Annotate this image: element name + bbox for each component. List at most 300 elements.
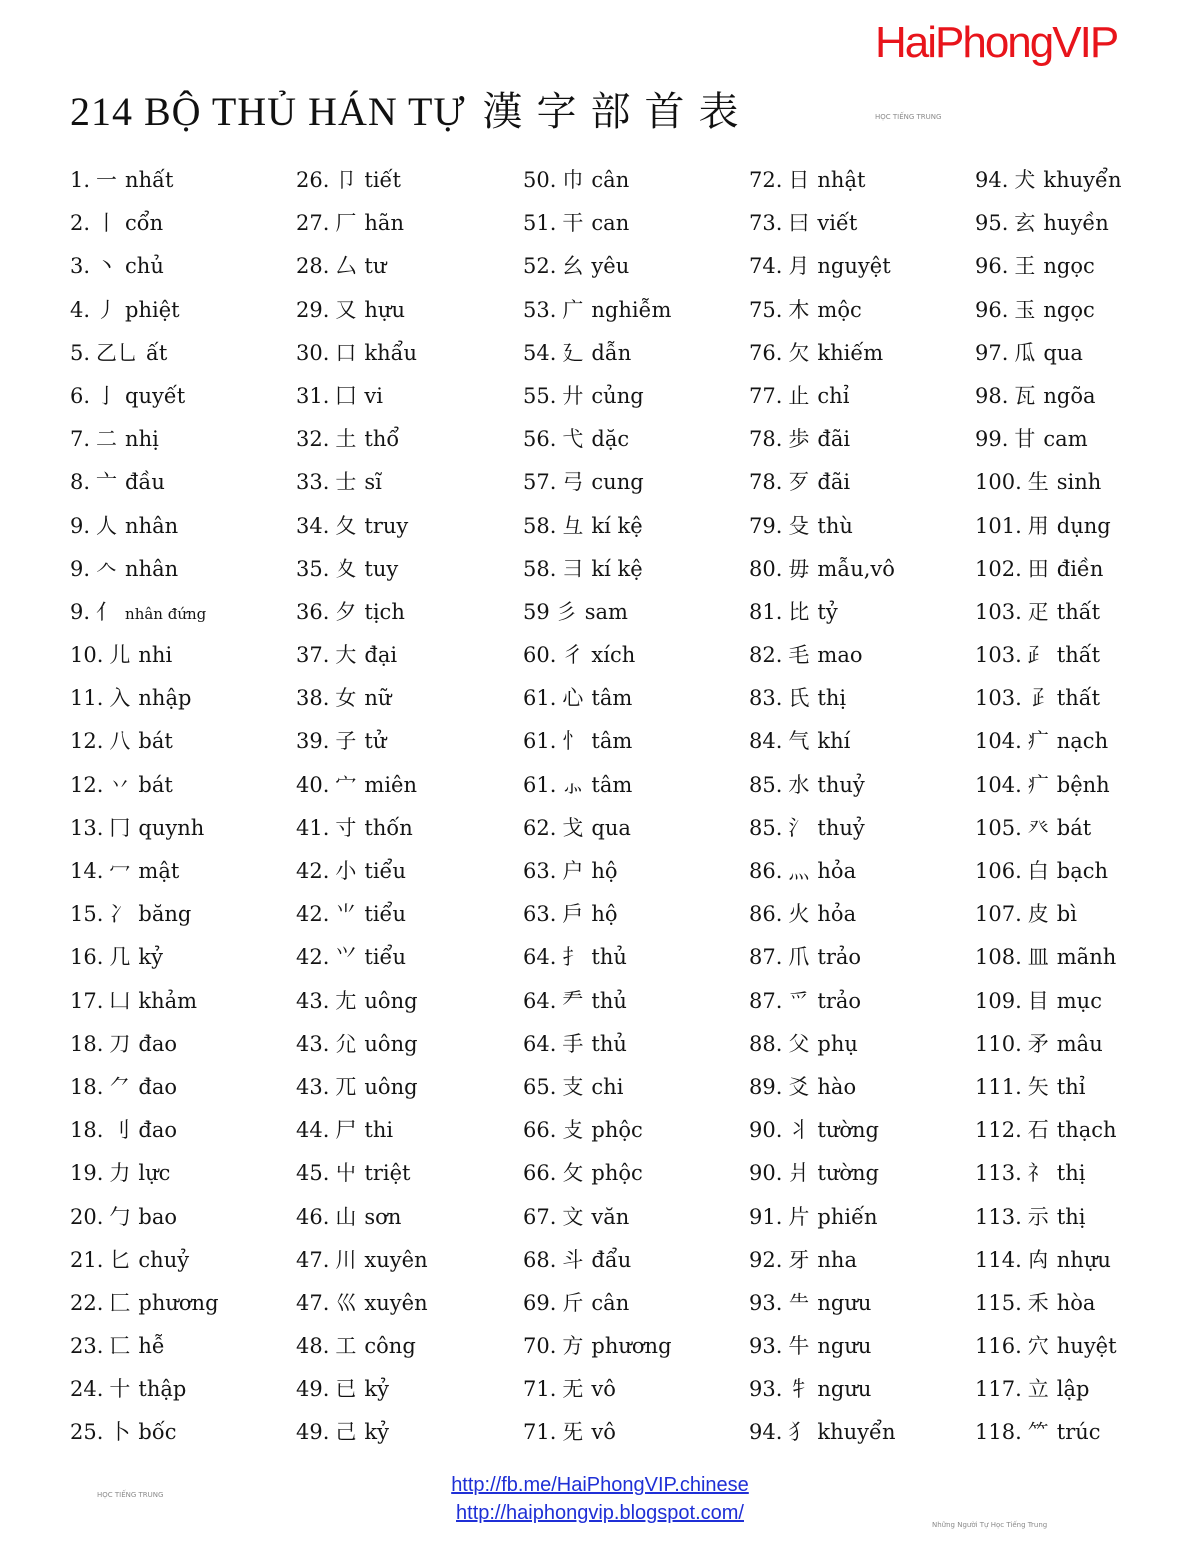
radical-name: nghiễm: [591, 297, 672, 322]
radical-number: 117.: [975, 1377, 1022, 1402]
radical-character: 己: [335, 1420, 357, 1445]
radical-character: 夕: [335, 599, 357, 624]
radical-character: 人: [96, 513, 118, 538]
radical-entry: [975, 548, 1122, 591]
radical-name: thất: [1056, 599, 1101, 624]
radical-entry: [70, 720, 219, 763]
radical-entry: [975, 634, 1122, 677]
radical-entry: [975, 980, 1122, 1023]
radical-name: tử: [364, 729, 387, 754]
radical-entry: [296, 1368, 428, 1411]
radical-name: vô: [591, 1420, 616, 1445]
radical-entry: [523, 764, 672, 807]
radical-character: 幺: [562, 254, 584, 279]
radical-name: chỉ: [817, 383, 850, 408]
radical-entry: [296, 1411, 428, 1454]
radical-character: 乙乚: [96, 340, 139, 365]
blog-link[interactable]: http://haiphongvip.blogspot.com/: [456, 1502, 744, 1524]
radical-number: 72.: [749, 168, 783, 192]
radical-entry: [70, 1282, 219, 1325]
radical-character: 厂: [335, 211, 357, 236]
radical-name: cổn: [125, 211, 164, 236]
radical-number: 112.: [975, 1118, 1022, 1143]
radical-name: thập: [138, 1377, 187, 1402]
radical-name: vô: [591, 1377, 616, 1402]
radical-name: mục: [1056, 988, 1102, 1013]
radical-name: nhập: [138, 686, 192, 711]
radical-name: thốn: [364, 815, 413, 840]
radical-entry: [523, 807, 672, 850]
radical-entry: [749, 1411, 896, 1454]
radical-entry: [70, 332, 219, 375]
radical-character: 刀: [109, 1031, 131, 1056]
radical-name: đẩu: [591, 1247, 632, 1272]
radical-character: 干: [562, 211, 584, 236]
radical-entry: [523, 159, 672, 202]
radical-name: thị: [817, 686, 847, 711]
radical-entry: [523, 677, 672, 720]
radical-name: khẩu: [364, 340, 418, 365]
radical-character: 一: [96, 168, 118, 192]
radical-character: 彳: [562, 643, 584, 668]
radical-number: 10.: [70, 643, 104, 668]
radical-entry: [749, 720, 896, 763]
radical-name: thủ: [591, 945, 627, 970]
radical-entry: [749, 1109, 896, 1152]
radical-name: bát: [138, 729, 173, 754]
radical-character: 凵: [109, 988, 131, 1013]
radical-character: 月: [788, 254, 810, 279]
radical-character: 口: [335, 340, 357, 365]
radical-number: 106.: [975, 859, 1022, 883]
radical-entry: [296, 1196, 428, 1239]
radical-character: 儿: [109, 643, 131, 668]
radical-entry: [975, 893, 1122, 936]
radical-character: 寸: [335, 815, 357, 840]
radical-name: bạch: [1056, 859, 1109, 883]
radical-entry: [523, 1196, 672, 1239]
radical-entry: [296, 980, 428, 1023]
radical-name: nguyệt: [817, 254, 891, 279]
radical-number: 53.: [523, 297, 557, 322]
radical-number: 14.: [70, 859, 104, 883]
radical-number: 77.: [749, 383, 783, 408]
radical-name: ngưu: [817, 1334, 872, 1359]
radical-name: nha: [817, 1247, 857, 1272]
radical-character: 用: [1027, 513, 1049, 538]
radical-character: 小: [335, 859, 357, 883]
radical-entry: [523, 548, 672, 591]
radical-number: 13.: [70, 815, 104, 840]
radical-character: 戈: [562, 815, 584, 840]
radical-entry: [749, 807, 896, 850]
radical-character: 曰: [788, 211, 810, 236]
radical-entry: [296, 1152, 428, 1195]
radical-entry: [749, 245, 896, 288]
radical-name: thủ: [591, 1031, 627, 1056]
radical-number: 78.: [749, 427, 783, 452]
facebook-link[interactable]: http://fb.me/HaiPhongVIP.chinese: [451, 1474, 749, 1496]
radical-character: 刂: [109, 1118, 131, 1143]
radical-number: 71.: [523, 1420, 557, 1445]
radical-entry: [975, 1109, 1122, 1152]
radical-name: hào: [817, 1074, 857, 1099]
radical-name: đãi: [817, 427, 851, 452]
radical-entry: [523, 936, 672, 979]
radical-character: 欠: [788, 340, 810, 365]
radical-number: 52.: [523, 254, 557, 279]
radical-name: tiểu: [364, 945, 407, 970]
radical-number: 88.: [749, 1031, 783, 1056]
radical-entry: [749, 1196, 896, 1239]
radical-name: đãi: [817, 470, 851, 495]
radical-entry: [296, 1066, 428, 1109]
radical-name: phộc: [591, 1161, 643, 1186]
radical-number: 1.: [70, 168, 91, 192]
radical-name: văn: [591, 1204, 630, 1229]
radical-character: 攴: [562, 1118, 584, 1143]
radical-number: 76.: [749, 340, 783, 365]
radical-entry: [749, 505, 896, 548]
radical-entry: [70, 807, 219, 850]
radical-entry: [296, 591, 428, 634]
radical-entry: [296, 807, 428, 850]
radical-character: 卜: [109, 1420, 131, 1445]
radical-number: 94.: [749, 1420, 783, 1445]
radical-entry: [296, 1109, 428, 1152]
radical-name: thuỷ: [817, 815, 865, 840]
radical-name: bao: [138, 1204, 178, 1229]
radical-name: uông: [364, 1031, 418, 1056]
radical-number: 42.: [296, 902, 330, 927]
radical-entry: [70, 1411, 219, 1454]
radical-number: 9.: [70, 599, 91, 624]
radical-number: 90.: [749, 1118, 783, 1143]
radical-entry: [70, 289, 219, 332]
radical-entry: [523, 1023, 672, 1066]
radical-name: nữ: [364, 686, 392, 711]
radical-name: phương: [591, 1334, 672, 1359]
radical-number: 68.: [523, 1247, 557, 1272]
radical-name: thi: [364, 1118, 394, 1143]
radical-character: ⺗: [562, 772, 584, 797]
radical-name: công: [364, 1334, 416, 1359]
radical-name: thất: [1056, 643, 1101, 668]
radical-number: 8.: [70, 470, 91, 495]
radical-character: 爿: [788, 1161, 810, 1186]
radical-name: thị: [1056, 1204, 1086, 1229]
radical-character: 兀: [335, 1074, 357, 1099]
radical-entry: [70, 505, 219, 548]
radical-name: bì: [1056, 902, 1077, 927]
radical-name: quyết: [125, 383, 186, 408]
radical-entry: [749, 1152, 896, 1195]
radical-entry: [70, 936, 219, 979]
radical-entry: [749, 677, 896, 720]
radical-name: thị: [1056, 1161, 1086, 1186]
radical-number: 103.: [975, 599, 1022, 624]
radical-character: 疒: [1027, 729, 1049, 754]
radical-character: 无: [562, 1377, 584, 1402]
radical-number: 80.: [749, 556, 783, 581]
radical-number: 49.: [296, 1377, 330, 1402]
radical-number: 32.: [296, 427, 330, 452]
radical-number: 109.: [975, 988, 1022, 1013]
radical-number: 95.: [975, 211, 1009, 236]
radical-entry: [70, 202, 219, 245]
radical-number: 94.: [975, 168, 1009, 192]
radical-number: 55.: [523, 383, 557, 408]
radical-entry: [523, 893, 672, 936]
radical-entry: [975, 1023, 1122, 1066]
radical-character: 冂: [109, 815, 131, 840]
radical-number: 18.: [70, 1118, 104, 1143]
radical-name: thất: [1056, 686, 1101, 711]
radical-character: 囗: [335, 383, 357, 408]
radical-name: bốc: [138, 1420, 177, 1445]
header-faint-text: HỌC TIẾNG TRUNG: [875, 113, 942, 121]
radical-entry: [70, 159, 219, 202]
radical-name: sinh: [1056, 470, 1102, 495]
radical-number: 37.: [296, 643, 330, 668]
radical-entry: [523, 461, 672, 504]
footer-faint-text-left: HỌC TIẾNG TRUNG: [97, 1491, 164, 1499]
radical-name: thủ: [591, 988, 627, 1013]
radical-character: 廾: [562, 383, 584, 408]
radical-number: 6.: [70, 383, 91, 408]
radical-character: 力: [109, 1161, 131, 1186]
radical-character: 八: [109, 729, 131, 754]
radical-character: 子: [335, 729, 357, 754]
radical-number: 113.: [975, 1204, 1022, 1229]
radical-entry: [975, 807, 1122, 850]
radical-name: phộc: [591, 1118, 643, 1143]
radical-name: tư: [364, 254, 387, 279]
radical-number: 65.: [523, 1074, 557, 1099]
radical-entry: [749, 1325, 896, 1368]
radical-entry: [523, 1109, 672, 1152]
radical-number: 104.: [975, 772, 1022, 797]
radical-character: 忄: [562, 729, 584, 754]
radical-name: kí kệ: [591, 556, 643, 581]
radical-number: 111.: [975, 1074, 1022, 1099]
radical-entry: [975, 1196, 1122, 1239]
radical-entry: [749, 1239, 896, 1282]
radical-entry: [523, 1152, 672, 1195]
radical-entry: [523, 505, 672, 548]
radical-name: chủ: [125, 254, 164, 279]
radical-entry: [296, 1325, 428, 1368]
radical-character: 田: [1027, 556, 1049, 581]
radical-entry: [749, 980, 896, 1023]
radical-number: 75.: [749, 297, 783, 322]
radical-number: 58.: [523, 513, 557, 538]
radical-number: 4.: [70, 297, 91, 322]
radical-number: 64.: [523, 1031, 557, 1056]
radical-character: 匸: [109, 1334, 131, 1359]
radical-entry: [523, 720, 672, 763]
radical-name: qua: [591, 815, 631, 840]
radical-number: 36.: [296, 599, 330, 624]
radical-name: dụng: [1056, 513, 1111, 538]
radical-number: 86.: [749, 902, 783, 927]
radical-character: 穴: [1027, 1334, 1049, 1359]
radical-number: 39.: [296, 729, 330, 754]
radical-entry: [975, 1368, 1122, 1411]
radical-character: 比: [788, 599, 810, 624]
radical-number: 18.: [70, 1031, 104, 1056]
radical-character: 爪: [788, 945, 810, 970]
radical-character: 𤴔: [1027, 686, 1049, 711]
radical-name: xuyên: [364, 1247, 428, 1272]
radical-name: mãnh: [1056, 945, 1117, 970]
radical-name: mâu: [1056, 1031, 1103, 1056]
radical-entry: [975, 1152, 1122, 1195]
radical-number: 99.: [975, 427, 1009, 452]
radical-number: 116.: [975, 1334, 1022, 1359]
radical-name: trảo: [817, 945, 862, 970]
radical-character: 丶: [96, 254, 118, 279]
radical-number: 85.: [749, 772, 783, 797]
radical-character: 尢: [335, 988, 357, 1013]
page-title: [70, 80, 752, 137]
radical-name: lập: [1056, 1377, 1090, 1402]
radical-character: 土: [335, 427, 357, 452]
radical-entry: [749, 418, 896, 461]
radical-character: ⺧: [788, 1290, 810, 1315]
radical-character: 氵: [788, 815, 810, 840]
radical-name: mật: [138, 859, 180, 883]
radical-character: 大: [335, 643, 357, 668]
radical-number: 64.: [523, 988, 557, 1013]
radical-number: 104.: [975, 729, 1022, 754]
radical-number: 86.: [749, 859, 783, 883]
radical-name: ngưu: [817, 1290, 872, 1315]
radical-name: kỷ: [364, 1420, 389, 1445]
radical-character: 皮: [1027, 902, 1049, 927]
radical-number: 18.: [70, 1074, 104, 1099]
radical-name: huyền: [1043, 211, 1109, 236]
radical-entry: [749, 936, 896, 979]
radical-number: 61.: [523, 686, 557, 711]
radical-name: đao: [138, 1118, 178, 1143]
radical-character: 二: [96, 427, 118, 452]
radical-name: đao: [138, 1031, 178, 1056]
radical-entry: [70, 1196, 219, 1239]
radical-name: ngọc: [1043, 297, 1095, 322]
radical-number: 47.: [296, 1247, 330, 1272]
radical-number: 27.: [296, 211, 330, 236]
radical-character: 父: [788, 1031, 810, 1056]
radical-number: 22.: [70, 1290, 104, 1315]
radical-entry: [523, 332, 672, 375]
radical-entry: [975, 418, 1122, 461]
radical-number: 98.: [975, 383, 1009, 408]
radical-name: cân: [591, 1290, 630, 1315]
radical-entry: [70, 850, 219, 893]
radical-character: 瓜: [1014, 340, 1036, 365]
radical-character: 生: [1027, 470, 1049, 495]
radical-entry: [70, 980, 219, 1023]
radical-number: 82.: [749, 643, 783, 668]
radical-name: mẫu,vô: [817, 556, 895, 581]
radical-number: 21.: [70, 1247, 104, 1272]
radical-entry: [749, 289, 896, 332]
radical-entry: [523, 980, 672, 1023]
radical-entry: [975, 1325, 1122, 1368]
radical-number: 25.: [70, 1420, 104, 1445]
radical-name: tịch: [364, 599, 405, 624]
radical-entry: [523, 634, 672, 677]
radical-name: cân: [591, 168, 630, 192]
radical-character: 玉: [1014, 297, 1036, 322]
radical-character: 止: [788, 383, 810, 408]
radical-name: sĩ: [364, 470, 382, 495]
radical-number: 101.: [975, 513, 1022, 538]
radical-name: dặc: [591, 427, 630, 452]
radical-name: bát: [1056, 815, 1092, 840]
radical-entry: [296, 418, 428, 461]
radical-name: miên: [364, 772, 417, 797]
radical-entry: [523, 1282, 672, 1325]
radical-number: 60.: [523, 643, 557, 668]
radical-name: khuyển: [817, 1420, 896, 1445]
radical-entry: [523, 1411, 672, 1454]
radical-number: 26.: [296, 168, 330, 192]
radical-number: 30.: [296, 340, 330, 365]
radical-number: 61.: [523, 729, 557, 754]
radical-entry: [296, 634, 428, 677]
radical-name: nhân: [125, 556, 179, 581]
radical-entry: [975, 764, 1122, 807]
radical-number: 17.: [70, 988, 104, 1013]
radical-character: 日: [788, 168, 810, 192]
radical-name: tường: [817, 1161, 879, 1186]
radical-entry: [296, 202, 428, 245]
radical-number: 45.: [296, 1161, 330, 1186]
radical-entry: [70, 1109, 219, 1152]
radical-entry: [296, 936, 428, 979]
radical-entry: [749, 893, 896, 936]
radical-number: 51.: [523, 211, 557, 236]
radical-number: 90.: [749, 1161, 783, 1186]
radical-character: 牙: [788, 1247, 810, 1272]
radical-character: ⺍: [335, 945, 357, 970]
radical-name: truy: [364, 513, 409, 538]
radical-entry: [749, 332, 896, 375]
radical-name: triệt: [364, 1161, 411, 1186]
radical-entry: [975, 202, 1122, 245]
radical-entry: [70, 418, 219, 461]
radical-name: tỷ: [817, 599, 838, 624]
radical-name: nhân: [125, 513, 179, 538]
radical-number: 103.: [975, 643, 1022, 668]
radical-entry: [749, 1282, 896, 1325]
radical-name: khuyển: [1043, 168, 1122, 192]
title-chinese: 漢字部首表: [482, 89, 753, 134]
radical-entry: [975, 1066, 1122, 1109]
radical-number: 5.: [70, 340, 91, 365]
radical-name: điền: [1056, 556, 1104, 581]
radical-name: tiểu: [364, 859, 407, 883]
radical-number: 71.: [523, 1377, 557, 1402]
radical-name: trảo: [817, 988, 862, 1013]
radical-entry: [749, 375, 896, 418]
radical-entry: [70, 591, 219, 634]
radical-character: 夂: [335, 513, 357, 538]
radical-name: khảm: [138, 988, 198, 1013]
radical-entry: [749, 461, 896, 504]
